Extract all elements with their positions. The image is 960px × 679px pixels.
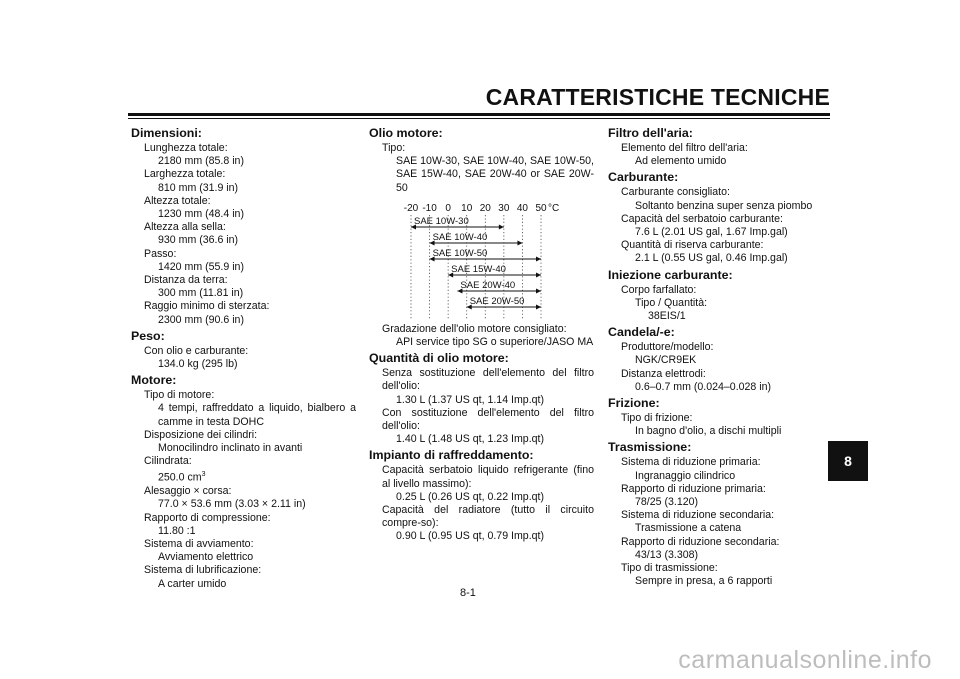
spec-value: 7.6 L (2.01 US gal, 1.67 Imp.gal) <box>635 226 788 239</box>
spec-value: Ingranaggio cilindrico <box>635 469 736 482</box>
spec-label: Raggio minimo di sterzata: <box>144 300 270 313</box>
spec-label: Tipo di frizione: <box>621 412 693 425</box>
section-heading-raffreddamento: Impianto di raffreddamento: <box>369 448 534 463</box>
section-heading-carburante: Carburante: <box>608 170 679 185</box>
spec-value: 1.30 L (1.37 US qt, 1.14 Imp.qt) <box>396 393 545 406</box>
section-heading-peso: Peso: <box>131 328 165 343</box>
cilindrata-exponent: 3 <box>201 471 206 479</box>
spec-value-cilindrata <box>131 468 356 485</box>
spec-value: Monocilindro inclinato in avanti <box>158 442 303 455</box>
spec-value: NGK/CR9EK <box>635 354 697 367</box>
spec-label: Sistema di riduzione primaria: <box>621 456 761 469</box>
spec-label: Rapporto di compressione: <box>144 511 271 524</box>
page-title: CARATTERISTICHE TECNICHE <box>485 84 830 110</box>
spec-label: Tipo di motore: <box>144 389 215 402</box>
tick-label: 20 <box>479 202 491 214</box>
spec-value: Tipo / Quantità: <box>635 296 708 309</box>
column-2 <box>369 124 594 544</box>
spec-value: 300 mm (11.81 in) <box>158 287 244 300</box>
spec-value: 0.6–0.7 mm (0.024–0.028 in) <box>635 380 772 393</box>
spec-label: Larghezza totale: <box>144 168 226 181</box>
range-label: SAE 10W-30 <box>414 215 469 227</box>
spec-label: Sistema di riduzione secondaria: <box>621 509 775 522</box>
spec-label: Elemento del filtro dell'aria: <box>621 142 748 154</box>
range-label: SAE 20W-50 <box>469 295 525 307</box>
spec-value: 2.1 L (0.55 US gal, 0.46 Imp.gal) <box>635 252 788 265</box>
spec-value: Trasmissione a catena <box>635 522 742 535</box>
spec-label: Con sostituzione dell'elemento del filtro dell'olio: <box>382 406 594 433</box>
spec-label: Passo: <box>144 247 177 260</box>
tick-label: -20 <box>403 202 419 214</box>
oil-viscosity-chart <box>369 201 594 321</box>
unit-label: °C <box>548 202 560 214</box>
tick-label: 0 <box>445 202 451 214</box>
spec-value: Soltanto benzina super senza piombo <box>635 199 813 212</box>
spec-label: Gradazione dell'olio motore consigliato: <box>382 322 567 335</box>
spec-label: Produttore/modello: <box>621 341 714 354</box>
range-arrow-right <box>536 288 541 293</box>
spec-value: Ad elemento umido <box>635 155 727 168</box>
spec-value: 930 mm (36.6 in) <box>158 234 239 247</box>
header-rule <box>128 113 830 116</box>
spec-label: Rapporto di riduzione primaria: <box>621 482 766 495</box>
range-arrow-right <box>499 224 504 229</box>
tick-label: 10 <box>461 202 473 214</box>
spec-value: 1420 mm (55.9 in) <box>158 260 244 273</box>
spec-value: 1.40 L (1.48 US qt, 1.23 Imp.qt) <box>396 433 545 446</box>
section-heading-quantita-olio: Quantità di olio motore: <box>369 351 509 366</box>
spec-value: API service tipo SG o superiore/JASO MA <box>396 336 594 349</box>
spec-label: Capacità del serbatoio carburante: <box>621 212 783 225</box>
range-label: SAE 10W-40 <box>432 231 488 243</box>
spec-value: 2180 mm (85.8 in) <box>158 155 244 168</box>
spec-label: Lunghezza totale: <box>144 142 228 154</box>
spec-value: 0.90 L (0.95 US qt, 0.79 Imp.qt) <box>396 530 545 543</box>
spec-value: 134.0 kg (295 lb) <box>158 358 238 371</box>
spec-label: Alesaggio × corsa: <box>144 485 232 498</box>
spec-label: Capacità serbatoio liquido refrigerante (fino al livello massimo): <box>382 464 594 490</box>
section-heading-candela: Candela/-e: <box>608 325 675 340</box>
spec-value: 0.25 L (0.26 US qt, 0.22 Imp.qt) <box>396 490 545 503</box>
spec-value: Sempre in presa, a 6 rapporti <box>635 575 773 588</box>
column-1 <box>131 124 356 591</box>
section-heading-dimensioni: Dimensioni: <box>131 126 202 140</box>
spec-value: 78/25 (3.120) <box>635 496 699 509</box>
spec-label: Capacità del radiatore (tutto il circuito compre-so): <box>382 504 594 530</box>
spec-label: Sistema di lubrificazione: <box>144 564 262 577</box>
spec-label: Quantità di riserva carburante: <box>621 239 764 252</box>
range-arrow-right <box>536 272 541 277</box>
spec-label: Sistema di avviamento: <box>144 538 254 551</box>
spec-value: 4 tempi, raffreddato a liquido, bialbero a camme in testa DOHC <box>158 402 356 428</box>
range-label: SAE 15W-40 <box>451 263 506 275</box>
section-heading-frizione: Frizione: <box>608 396 660 411</box>
section-heading-motore: Motore: <box>131 373 177 388</box>
column-3 <box>608 124 833 588</box>
spec-value: 77.0 × 53.6 mm (3.03 × 2.11 in) <box>158 498 306 511</box>
spec-value: 810 mm (31.9 in) <box>158 181 239 194</box>
tick-label: -10 <box>422 202 437 214</box>
spec-value: A carter umido <box>158 577 227 590</box>
spec-value: Avviamento elettrico <box>158 551 254 564</box>
spec-value: 1230 mm (48.4 in) <box>158 208 244 221</box>
spec-label: Disposizione dei cilindri: <box>144 428 258 441</box>
range-arrow-right <box>517 240 522 245</box>
spec-label: Corpo farfallato: <box>621 283 697 296</box>
page-number: 8-1 <box>460 587 476 599</box>
oil-viscosity-chart-svg <box>369 201 594 321</box>
header-rule-thin <box>128 118 830 119</box>
section-heading-olio-motore: Olio motore: <box>369 126 443 140</box>
spec-label: Cilindrata: <box>144 455 192 468</box>
cilindrata-value: 250.0 cm <box>158 472 202 484</box>
spec-value: 11.80 :1 <box>158 524 196 537</box>
spec-label: Distanza elettrodi: <box>621 367 706 380</box>
tick-label: 40 <box>516 202 528 214</box>
spec-value: 43/13 (3.308) <box>635 548 699 561</box>
spec-value: 38EIS/1 <box>648 310 686 323</box>
spec-value: In bagno d'olio, a dischi multipli <box>635 425 782 438</box>
watermark: carmanualsonline.info <box>678 646 932 674</box>
spec-label: Tipo di trasmissione: <box>621 562 718 575</box>
spec-label: Rapporto di riduzione secondaria: <box>621 535 780 548</box>
tick-label: 30 <box>498 202 510 214</box>
spec-label: Con olio e carburante: <box>144 344 249 357</box>
spec-value-oil-types: SAE 10W-30, SAE 10W-40, SAE 10W-50, SAE 15W-40, SAE 20W-40 or SAE 20W-50 <box>396 155 594 194</box>
tick-label: 50 <box>535 202 547 214</box>
range-label: SAE 10W-50 <box>432 247 488 259</box>
spec-label: Altezza alla sella: <box>144 221 226 234</box>
range-arrow-right <box>536 304 541 309</box>
spec-label: Altezza totale: <box>144 194 211 207</box>
section-heading-iniezione: Iniezione carburante: <box>608 267 733 282</box>
range-label: SAE 20W-40 <box>460 279 516 291</box>
range-arrow-right <box>536 256 541 261</box>
spec-label: Tipo: <box>382 142 406 154</box>
section-heading-trasmissione: Trasmissione: <box>608 440 692 455</box>
spec-label: Senza sostituzione dell'elemento del filtro dell'olio: <box>382 367 594 393</box>
chapter-tab: 8 <box>828 441 868 481</box>
spec-value: 2300 mm (90.6 in) <box>158 313 244 326</box>
spec-label: Distanza da terra: <box>144 274 228 287</box>
spec-label: Carburante consigliato: <box>621 186 730 199</box>
section-heading-filtro: Filtro dell'aria: <box>608 126 693 140</box>
